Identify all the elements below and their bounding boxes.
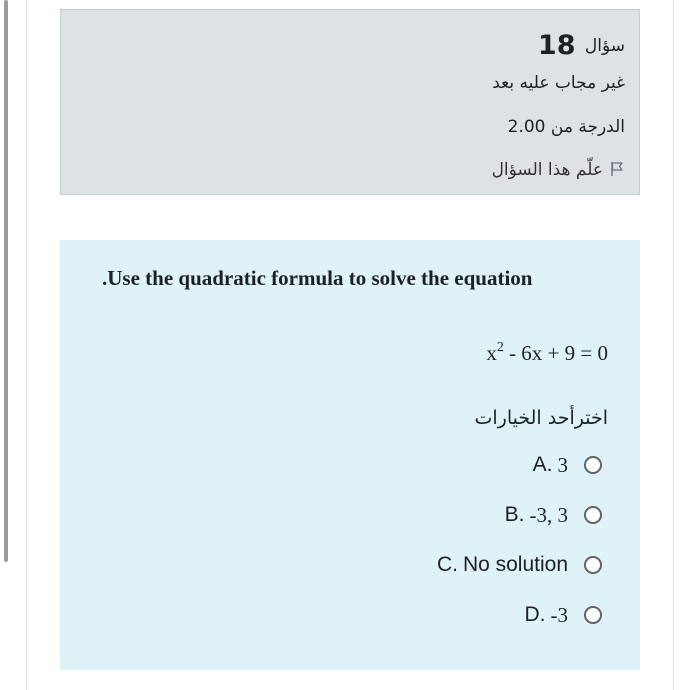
question-number: 18 xyxy=(537,30,576,61)
question-text: .Use the quadratic formula to solve the equation xyxy=(102,266,533,290)
answer-option-d[interactable] xyxy=(525,600,603,630)
flag-question-link[interactable] xyxy=(492,160,625,180)
question-word: سؤال xyxy=(584,36,625,56)
option-value: 3 xyxy=(557,452,568,477)
radio-button-c[interactable] xyxy=(584,556,602,574)
flag-outline-icon xyxy=(609,161,625,177)
option-letter: D. xyxy=(524,603,546,626)
answer-option-c[interactable] xyxy=(437,550,602,580)
radio-button-b[interactable] xyxy=(584,506,602,524)
option-letter: C. xyxy=(436,553,458,576)
question-info-panel xyxy=(60,9,640,195)
radio-button-a[interactable] xyxy=(584,456,602,474)
question-number-line xyxy=(538,30,625,61)
option-letter: A. xyxy=(532,453,553,476)
question-state: غير مجاب عليه بعد xyxy=(492,73,625,93)
option-value: -3, 3 xyxy=(529,502,568,527)
choose-one-prompt: اخترأحد الخيارات xyxy=(474,407,608,429)
scrollbar[interactable] xyxy=(4,0,8,562)
equation xyxy=(486,340,608,366)
equation-base: x xyxy=(486,341,497,365)
flag-question-label: علّم هذا السؤال xyxy=(491,160,603,180)
question-content-panel xyxy=(60,240,640,670)
question-grade: الدرجة من 2.00 xyxy=(507,117,625,137)
answer-option-a[interactable] xyxy=(533,450,602,480)
radio-button-d[interactable] xyxy=(584,606,602,624)
equation-exponent: 2 xyxy=(496,340,504,355)
equation-rest: - 6x + 9 = 0 xyxy=(503,341,608,365)
option-value: -3 xyxy=(550,602,568,627)
option-letter: B. xyxy=(504,503,525,526)
answer-option-b[interactable] xyxy=(505,500,602,530)
option-value: No solution xyxy=(462,553,568,576)
